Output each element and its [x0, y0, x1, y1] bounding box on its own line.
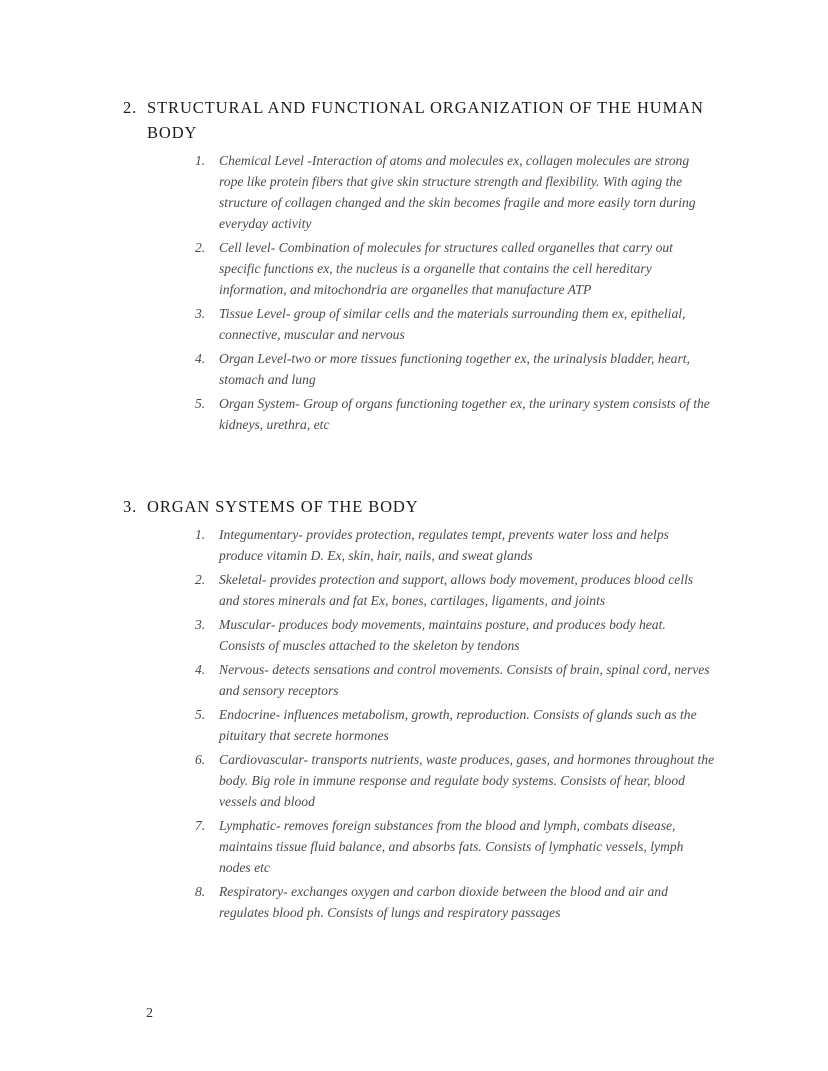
item-text: Muscular- produces body movements, maintains posture, and produces body heat. Consists of muscles attached to the skeleton by tendons: [219, 617, 666, 653]
item-number: 4.: [195, 351, 206, 366]
item-text: Organ Level-two or more tissues functioning together ex, the urinalysis bladder, heart, stomach and lung: [219, 351, 690, 387]
list-item: [195, 237, 715, 300]
item-number: 6.: [195, 752, 206, 767]
section-item-list: [195, 524, 715, 926]
section-title: ORGAN SYSTEMS OF THE BODY: [147, 497, 419, 516]
section-structural-organization: [123, 95, 723, 432]
item-text: Lymphatic- removes foreign substances from the blood and lymph, combats disease, maintains tissue fluid balance, and absorbs fats. Consists of lymphatic vessels, lymph nodes etc: [219, 818, 684, 875]
item-text: Integumentary- provides protection, regulates tempt, prevents water loss and helps produce vitamin D. Ex, skin, hair, nails, and sweat glands: [219, 527, 669, 563]
list-item: [195, 614, 715, 656]
list-item: [195, 659, 715, 701]
item-text: Chemical Level -Interaction of atoms and molecules ex, collagen molecules are strong rope like protein fibers that give skin structure strength and flexibility. With aging the structure of collagen changed and the skin becomes fragile and more easily torn during everyday activity: [219, 153, 696, 231]
list-item: [195, 881, 715, 923]
list-item: [195, 704, 715, 746]
item-number: 4.: [195, 662, 206, 677]
item-text: Tissue Level- group of similar cells and the materials surrounding them ex, epithelial, connective, muscular and nervous: [219, 306, 686, 342]
list-item: [195, 749, 715, 812]
list-item: [195, 569, 715, 611]
item-text: Respiratory- exchanges oxygen and carbon dioxide between the blood and air and regulates blood ph. Consists of lungs and respiratory passages: [219, 884, 668, 920]
item-text: Organ System- Group of organs functioning together ex, the urinary system consists of the kidneys, urethra, etc: [219, 396, 710, 432]
item-number: 3.: [195, 617, 206, 632]
item-text: Cardiovascular- transports nutrients, waste produces, gases, and hormones throughout the body. Big role in immune response and regulate body systems. Consists of hear, blood vessels and blood: [219, 752, 715, 809]
item-text: Skeletal- provides protection and support, allows body movement, produces blood cells and stores minerals and fat Ex, bones, cartilages, ligaments, and joints: [219, 572, 694, 608]
list-item: [195, 393, 715, 435]
item-number: 5.: [195, 707, 206, 722]
section-number: 3.: [123, 497, 138, 516]
section-item-list: [195, 150, 715, 438]
item-text: Nervous- detects sensations and control movements. Consists of brain, spinal cord, nerves and sensory receptors: [219, 662, 710, 698]
item-number: 2.: [195, 240, 206, 255]
item-number: 3.: [195, 306, 206, 321]
section-heading: [123, 494, 723, 519]
list-item: [195, 348, 715, 390]
list-item: [195, 303, 715, 345]
item-number: 7.: [195, 818, 206, 833]
item-number: 1.: [195, 527, 206, 542]
page-number: 2: [146, 1006, 153, 1021]
section-organ-systems: [123, 494, 723, 920]
section-title: STRUCTURAL AND FUNCTIONAL ORGANIZATION OF THE HUMAN BODY: [147, 98, 704, 142]
section-heading: [123, 95, 723, 145]
list-item: [195, 524, 715, 566]
item-number: 2.: [195, 572, 206, 587]
item-text: Endocrine- influences metabolism, growth, reproduction. Consists of glands such as the pituitary that secrete hormones: [219, 707, 697, 743]
item-text: Cell level- Combination of molecules for structures called organelles that carry out specific functions ex, the nucleus is a organelle that contains the cell hereditary information, and mitochondria are organelles that manufacture ATP: [219, 240, 673, 297]
section-number: 2.: [123, 98, 138, 117]
item-number: 8.: [195, 884, 206, 899]
list-item: [195, 150, 715, 234]
item-number: 5.: [195, 396, 206, 411]
list-item: [195, 815, 715, 878]
item-number: 1.: [195, 153, 206, 168]
